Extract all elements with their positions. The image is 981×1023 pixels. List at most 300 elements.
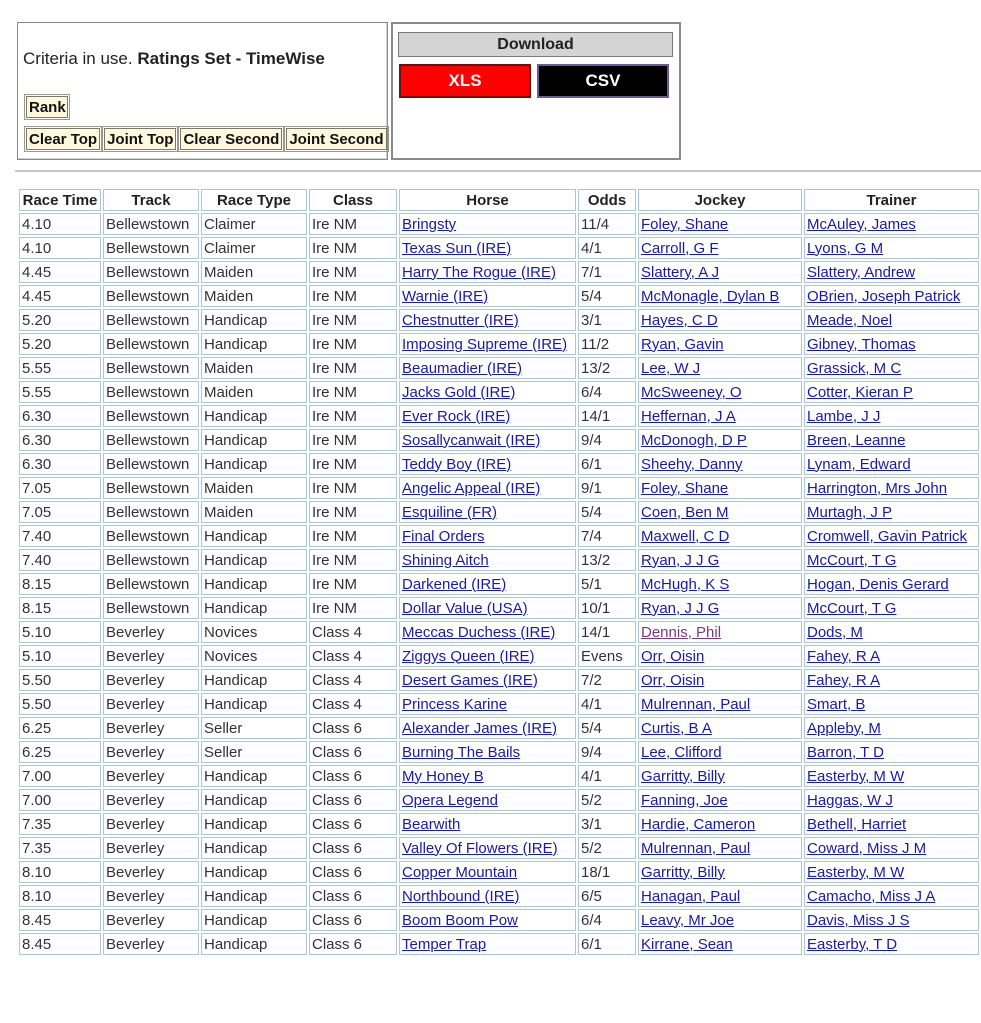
table-row	[19, 405, 979, 427]
trainer-link[interactable]: Bethell, Harriet	[807, 815, 907, 833]
cell-trainer	[804, 693, 979, 715]
trainer-link[interactable]: Haggas, W J	[807, 791, 893, 809]
cell-odds: 5/4	[578, 717, 636, 739]
table-row	[19, 357, 979, 379]
trainer-link[interactable]: Breen, Leanne	[807, 431, 906, 449]
results-table	[17, 187, 981, 957]
trainer-link[interactable]: Lyons, G M	[807, 239, 884, 257]
trainer-link[interactable]: Fahey, R A	[807, 647, 881, 665]
cell-class: Class 6	[309, 717, 397, 739]
table-row	[19, 885, 979, 907]
cell-track: Bellewstown	[103, 309, 199, 331]
trainer-link[interactable]: Camacho, Miss J A	[807, 887, 936, 905]
trainer-link[interactable]: McCourt, T G	[807, 551, 897, 569]
horse-link[interactable]: Chestnutter (IRE)	[402, 311, 519, 329]
cell-class: Class 4	[309, 693, 397, 715]
cell-trainer	[804, 837, 979, 859]
cell-race-time: 8.10	[19, 861, 101, 883]
cell-odds: Evens	[578, 645, 636, 667]
criteria-actions	[26, 128, 387, 150]
jockey-link[interactable]: Hardie, Cameron	[641, 815, 756, 833]
cell-jockey	[638, 213, 802, 235]
cell-odds: 9/4	[578, 429, 636, 451]
cell-race-type: Handicap	[201, 453, 307, 475]
cell-jockey	[638, 789, 802, 811]
cell-race-time: 7.35	[19, 837, 101, 859]
jockey-link[interactable]: Foley, Shane	[641, 479, 729, 497]
trainer-link[interactable]: Lambe, J J	[807, 407, 881, 425]
cell-jockey	[638, 597, 802, 619]
trainer-link[interactable]: Davis, Miss J S	[807, 911, 910, 929]
cell-race-time: 5.55	[19, 357, 101, 379]
jockey-link[interactable]: Garritty, Billy	[641, 767, 725, 785]
cell-horse	[399, 309, 576, 331]
cell-race-type: Handicap	[201, 525, 307, 547]
horse-link[interactable]: Sosallycanwait (IRE)	[402, 431, 541, 449]
trainer-link[interactable]: Grassick, M C	[807, 359, 902, 377]
cell-track: Bellewstown	[103, 597, 199, 619]
horse-link[interactable]: Temper Trap	[402, 935, 487, 953]
cell-track: Beverley	[103, 717, 199, 739]
jockey-link[interactable]: Foley, Shane	[641, 215, 729, 233]
joint-second-button[interactable]: Joint Second	[286, 128, 386, 150]
cell-class: Ire NM	[309, 237, 397, 259]
horse-link[interactable]: My Honey B	[402, 767, 484, 785]
trainer-link[interactable]: Hogan, Denis Gerard	[807, 575, 949, 593]
cell-race-time: 5.50	[19, 669, 101, 691]
cell-odds: 11/4	[578, 213, 636, 235]
cell-race-type: Maiden	[201, 261, 307, 283]
jockey-link[interactable]: Maxwell, C D	[641, 527, 730, 545]
cell-odds: 6/4	[578, 381, 636, 403]
cell-race-time: 4.45	[19, 261, 101, 283]
horse-link[interactable]: Beaumadier (IRE)	[402, 359, 523, 377]
trainer-link[interactable]: Barron, T D	[807, 743, 884, 761]
cell-jockey	[638, 285, 802, 307]
cell-race-type: Handicap	[201, 933, 307, 955]
joint-top-button[interactable]: Joint Top	[104, 128, 176, 150]
cell-odds: 7/1	[578, 261, 636, 283]
table-row	[19, 285, 979, 307]
horse-link[interactable]: Imposing Supreme (IRE)	[402, 335, 568, 353]
cell-odds: 4/1	[578, 237, 636, 259]
cell-class: Ire NM	[309, 405, 397, 427]
table-row	[19, 213, 979, 235]
cell-class: Ire NM	[309, 357, 397, 379]
cell-jockey	[638, 477, 802, 499]
cell-horse	[399, 213, 576, 235]
cell-race-time: 7.40	[19, 549, 101, 571]
jockey-link[interactable]: Leavy, Mr Joe	[641, 911, 735, 929]
cell-trainer	[804, 669, 979, 691]
cell-trainer	[804, 453, 979, 475]
trainer-link[interactable]: Murtagh, J P	[807, 503, 893, 521]
cell-race-type: Seller	[201, 717, 307, 739]
cell-jockey	[638, 453, 802, 475]
cell-race-time: 8.45	[19, 933, 101, 955]
trainer-link[interactable]: Easterby, T D	[807, 935, 898, 953]
download-panel	[391, 22, 681, 160]
cell-track: Beverley	[103, 669, 199, 691]
cell-race-type: Maiden	[201, 501, 307, 523]
cell-horse	[399, 885, 576, 907]
cell-jockey	[638, 717, 802, 739]
cell-trainer	[804, 909, 979, 931]
cell-odds: 4/1	[578, 693, 636, 715]
table-row	[19, 309, 979, 331]
table-row	[19, 813, 979, 835]
cell-trainer	[804, 261, 979, 283]
cell-jockey	[638, 573, 802, 595]
cell-jockey	[638, 357, 802, 379]
cell-jockey	[638, 741, 802, 763]
trainer-link[interactable]: Slattery, Andrew	[807, 263, 916, 281]
cell-race-time: 7.05	[19, 477, 101, 499]
table-row	[19, 477, 979, 499]
cell-horse	[399, 693, 576, 715]
cell-odds: 3/1	[578, 309, 636, 331]
cell-jockey	[638, 933, 802, 955]
trainer-link[interactable]: Appleby, M	[807, 719, 881, 737]
cell-race-type: Handicap	[201, 597, 307, 619]
xls-download-button[interactable]: XLS	[399, 64, 531, 98]
horse-link[interactable]: Angelic Appeal (IRE)	[402, 479, 541, 497]
column-header-trainer: Trainer	[804, 189, 979, 211]
cell-horse	[399, 453, 576, 475]
cell-class: Ire NM	[309, 453, 397, 475]
horse-link[interactable]: Alexander James (IRE)	[402, 719, 558, 737]
horse-link[interactable]: Teddy Boy (IRE)	[402, 455, 512, 473]
trainer-link[interactable]: Easterby, M W	[807, 767, 905, 785]
horse-link[interactable]: Harry The Rogue (IRE)	[402, 263, 556, 281]
cell-horse	[399, 405, 576, 427]
cell-horse	[399, 621, 576, 643]
cell-track: Bellewstown	[103, 549, 199, 571]
cell-track: Beverley	[103, 741, 199, 763]
cell-class: Ire NM	[309, 573, 397, 595]
column-header-jockey: Jockey	[638, 189, 802, 211]
criteria-text	[23, 49, 325, 69]
cell-race-type: Handicap	[201, 909, 307, 931]
cell-race-time: 6.30	[19, 405, 101, 427]
cell-horse	[399, 357, 576, 379]
jockey-link[interactable]: McSweeney, O	[641, 383, 742, 401]
table-row	[19, 669, 979, 691]
trainer-link[interactable]: Easterby, M W	[807, 863, 905, 881]
cell-trainer	[804, 309, 979, 331]
trainer-link[interactable]: Fahey, R A	[807, 671, 881, 689]
horse-link[interactable]: Bearwith	[402, 815, 461, 833]
jockey-link[interactable]: Mulrennan, Paul	[641, 695, 751, 713]
cell-race-type: Handicap	[201, 813, 307, 835]
jockey-link[interactable]: Lee, W J	[641, 359, 701, 377]
cell-jockey	[638, 525, 802, 547]
cell-track: Bellewstown	[103, 237, 199, 259]
cell-trainer	[804, 477, 979, 499]
cell-track: Beverley	[103, 621, 199, 643]
jockey-link[interactable]: McHugh, K S	[641, 575, 730, 593]
horse-link[interactable]: Ziggys Queen (IRE)	[402, 647, 535, 665]
cell-class: Ire NM	[309, 429, 397, 451]
cell-class: Ire NM	[309, 213, 397, 235]
cell-odds: 14/1	[578, 621, 636, 643]
cell-odds: 11/2	[578, 333, 636, 355]
clear-top-button[interactable]: Clear Top	[26, 128, 100, 150]
cell-odds: 5/2	[578, 837, 636, 859]
horse-link[interactable]: Final Orders	[402, 527, 485, 545]
trainer-link[interactable]: Gibney, Thomas	[807, 335, 916, 353]
cell-race-time: 5.20	[19, 309, 101, 331]
cell-track: Beverley	[103, 813, 199, 835]
cell-odds: 10/1	[578, 597, 636, 619]
cell-race-type: Maiden	[201, 477, 307, 499]
table-row	[19, 861, 979, 883]
trainer-link[interactable]: Cotter, Kieran P	[807, 383, 913, 401]
download-title: Download	[398, 32, 673, 57]
cell-track: Bellewstown	[103, 357, 199, 379]
horse-link[interactable]: Texas Sun (IRE)	[402, 239, 512, 257]
horse-link[interactable]: Valley Of Flowers (IRE)	[402, 839, 558, 857]
cell-trainer	[804, 213, 979, 235]
trainer-link[interactable]: Harrington, Mrs John	[807, 479, 948, 497]
cell-odds: 6/5	[578, 885, 636, 907]
cell-race-time: 7.05	[19, 501, 101, 523]
column-header-race-time: Race Time	[19, 189, 101, 211]
jockey-link[interactable]: Mulrennan, Paul	[641, 839, 751, 857]
cell-horse	[399, 333, 576, 355]
table-row	[19, 381, 979, 403]
cell-track: Beverley	[103, 861, 199, 883]
column-header-odds: Odds	[578, 189, 636, 211]
cell-class: Class 4	[309, 669, 397, 691]
cell-race-time: 7.00	[19, 765, 101, 787]
cell-jockey	[638, 429, 802, 451]
horse-link[interactable]: Jacks Gold (IRE)	[402, 383, 516, 401]
cell-race-type: Maiden	[201, 381, 307, 403]
jockey-link[interactable]: Carroll, G F	[641, 239, 719, 257]
horse-link[interactable]: Shining Aitch	[402, 551, 489, 569]
cell-trainer	[804, 357, 979, 379]
cell-trainer	[804, 933, 979, 955]
cell-odds: 9/1	[578, 477, 636, 499]
table-row	[19, 837, 979, 859]
cell-jockey	[638, 381, 802, 403]
cell-race-type: Maiden	[201, 357, 307, 379]
cell-jockey	[638, 669, 802, 691]
cell-class: Class 6	[309, 837, 397, 859]
cell-race-type: Handicap	[201, 837, 307, 859]
cell-race-time: 6.30	[19, 429, 101, 451]
table-row	[19, 621, 979, 643]
cell-trainer	[804, 717, 979, 739]
cell-class: Class 6	[309, 789, 397, 811]
jockey-link[interactable]: Curtis, B A	[641, 719, 712, 737]
horse-link[interactable]: Boom Boom Pow	[402, 911, 518, 929]
jockey-link[interactable]: Slattery, A J	[641, 263, 720, 281]
jockey-link[interactable]: Hanagan, Paul	[641, 887, 741, 905]
cell-odds: 7/4	[578, 525, 636, 547]
cell-track: Bellewstown	[103, 525, 199, 547]
cell-class: Ire NM	[309, 333, 397, 355]
cell-race-type: Handicap	[201, 765, 307, 787]
cell-trainer	[804, 741, 979, 763]
cell-trainer	[804, 501, 979, 523]
cell-race-type: Handicap	[201, 333, 307, 355]
cell-horse	[399, 429, 576, 451]
trainer-link[interactable]: Dods, M	[807, 623, 863, 641]
horse-link[interactable]: Burning The Bails	[402, 743, 521, 761]
cell-track: Bellewstown	[103, 381, 199, 403]
cell-race-type: Novices	[201, 645, 307, 667]
trainer-link[interactable]: OBrien, Joseph Patrick	[807, 287, 961, 305]
table-row	[19, 765, 979, 787]
cell-race-type: Novices	[201, 621, 307, 643]
jockey-link[interactable]: Fanning, Joe	[641, 791, 728, 809]
cell-trainer	[804, 405, 979, 427]
column-header-track: Track	[103, 189, 199, 211]
trainer-link[interactable]: Meade, Noel	[807, 311, 893, 329]
table-row	[19, 789, 979, 811]
horse-link[interactable]: Bringsty	[402, 215, 457, 233]
cell-class: Ire NM	[309, 261, 397, 283]
cell-race-type: Claimer	[201, 237, 307, 259]
table-row	[19, 429, 979, 451]
cell-odds: 6/1	[578, 453, 636, 475]
cell-odds: 5/4	[578, 501, 636, 523]
horse-link[interactable]: Northbound (IRE)	[402, 887, 520, 905]
cell-trainer	[804, 525, 979, 547]
table-row	[19, 333, 979, 355]
trainer-link[interactable]: Coward, Miss J M	[807, 839, 927, 857]
cell-race-type: Maiden	[201, 285, 307, 307]
table-row	[19, 573, 979, 595]
trainer-link[interactable]: McCourt, T G	[807, 599, 897, 617]
cell-horse	[399, 261, 576, 283]
cell-horse	[399, 741, 576, 763]
cell-trainer	[804, 861, 979, 883]
cell-odds: 13/2	[578, 357, 636, 379]
horse-link[interactable]: Warnie (IRE)	[402, 287, 489, 305]
table-row	[19, 453, 979, 475]
cell-horse	[399, 813, 576, 835]
horse-link[interactable]: Darkened (IRE)	[402, 575, 507, 593]
horse-link[interactable]: Dollar Value (USA)	[402, 599, 528, 617]
jockey-link[interactable]: Hayes, C D	[641, 311, 718, 329]
cell-track: Bellewstown	[103, 477, 199, 499]
horse-link[interactable]: Desert Games (IRE)	[402, 671, 538, 689]
cell-track: Beverley	[103, 885, 199, 907]
cell-race-time: 8.45	[19, 909, 101, 931]
cell-jockey	[638, 765, 802, 787]
horse-link[interactable]: Ever Rock (IRE)	[402, 407, 511, 425]
cell-race-type: Seller	[201, 741, 307, 763]
rank-button[interactable]: Rank	[26, 96, 68, 118]
table-row	[19, 717, 979, 739]
table-row	[19, 501, 979, 523]
cell-jockey	[638, 813, 802, 835]
cell-race-type: Handicap	[201, 429, 307, 451]
csv-download-button[interactable]: CSV	[537, 64, 669, 98]
cell-track: Bellewstown	[103, 429, 199, 451]
jockey-link[interactable]: Kirrane, Sean	[641, 935, 733, 953]
clear-second-button[interactable]: Clear Second	[180, 128, 282, 150]
cell-trainer	[804, 285, 979, 307]
criteria-prefix: Criteria in use.	[23, 49, 133, 68]
trainer-link[interactable]: Cromwell, Gavin Patrick	[807, 527, 968, 545]
cell-jockey	[638, 549, 802, 571]
cell-horse	[399, 861, 576, 883]
cell-trainer	[804, 765, 979, 787]
jockey-link[interactable]: Lee, Clifford	[641, 743, 722, 761]
cell-race-time: 5.50	[19, 693, 101, 715]
cell-trainer	[804, 381, 979, 403]
cell-odds: 3/1	[578, 813, 636, 835]
cell-jockey	[638, 333, 802, 355]
jockey-link[interactable]: Dennis, Phil	[641, 623, 722, 641]
cell-trainer	[804, 645, 979, 667]
horse-link[interactable]: Esquiline (FR)	[402, 503, 498, 521]
table-row	[19, 261, 979, 283]
cell-odds: 18/1	[578, 861, 636, 883]
cell-jockey	[638, 261, 802, 283]
table-row	[19, 549, 979, 571]
horse-link[interactable]: Opera Legend	[402, 791, 498, 809]
cell-class: Class 4	[309, 621, 397, 643]
jockey-link[interactable]: Ryan, J J G	[641, 599, 720, 617]
cell-horse	[399, 381, 576, 403]
cell-jockey	[638, 885, 802, 907]
jockey-link[interactable]: Ryan, Gavin	[641, 335, 724, 353]
jockey-link[interactable]: Heffernan, J A	[641, 407, 736, 425]
cell-jockey	[638, 237, 802, 259]
jockey-link[interactable]: Orr, Oisin	[641, 647, 705, 665]
cell-odds: 14/1	[578, 405, 636, 427]
jockey-link[interactable]: McMonagle, Dylan B	[641, 287, 780, 305]
cell-race-time: 6.30	[19, 453, 101, 475]
column-header-race-type: Race Type	[201, 189, 307, 211]
cell-horse	[399, 525, 576, 547]
horse-link[interactable]: Meccas Duchess (IRE)	[402, 623, 556, 641]
jockey-link[interactable]: Garritty, Billy	[641, 863, 725, 881]
cell-race-time: 6.25	[19, 741, 101, 763]
jockey-link[interactable]: Orr, Oisin	[641, 671, 705, 689]
cell-race-type: Handicap	[201, 573, 307, 595]
table-body	[19, 213, 979, 955]
cell-jockey	[638, 645, 802, 667]
cell-race-time: 5.10	[19, 645, 101, 667]
trainer-link[interactable]: McAuley, James	[807, 215, 916, 233]
cell-horse	[399, 237, 576, 259]
jockey-link[interactable]: Sheehy, Danny	[641, 455, 743, 473]
trainer-link[interactable]: Lynam, Edward	[807, 455, 911, 473]
horse-link[interactable]: Copper Mountain	[402, 863, 518, 881]
cell-race-type: Handicap	[201, 693, 307, 715]
cell-track: Bellewstown	[103, 573, 199, 595]
jockey-link[interactable]: McDonogh, D P	[641, 431, 747, 449]
horse-link[interactable]: Princess Karine	[402, 695, 508, 713]
jockey-link[interactable]: Ryan, J J G	[641, 551, 720, 569]
trainer-link[interactable]: Smart, B	[807, 695, 866, 713]
cell-race-type: Handicap	[201, 549, 307, 571]
table-header-row	[19, 189, 979, 211]
cell-horse	[399, 909, 576, 931]
cell-race-time: 7.40	[19, 525, 101, 547]
ratings-set-label: Ratings Set - TimeWise	[137, 49, 325, 68]
cell-race-time: 6.25	[19, 717, 101, 739]
jockey-link[interactable]: Coen, Ben M	[641, 503, 729, 521]
cell-jockey	[638, 309, 802, 331]
cell-odds: 6/1	[578, 933, 636, 955]
